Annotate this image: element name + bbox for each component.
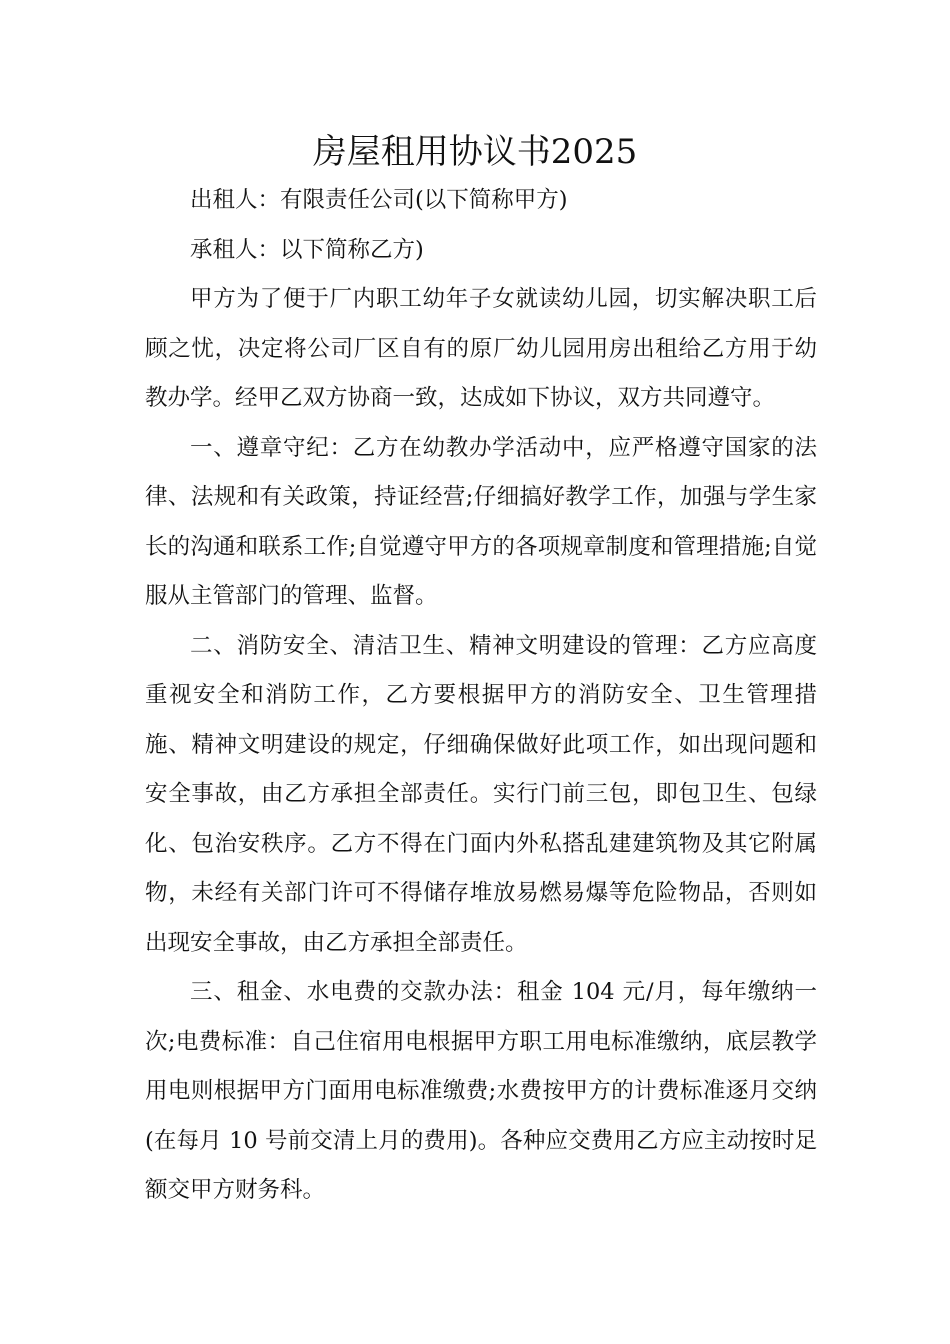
clause-3-paragraph: 三、租金、水电费的交款办法：租金 104 元/月，每年缴纳一次;电费标准：自己住宿用电根据甲方职工用电标准缴纳，底层教学用电则根据甲方门面用电标准缴费;水费按甲方的计费标准逐月交纳(在每月 10 号前交清上月的费用)。各种应交费用乙方应主动按时足额交甲方财务科。: [145, 979, 817, 1203]
lessee-line: 承租人：以下简称乙方): [190, 236, 424, 263]
clause-2-paragraph: 二、消防安全、清洁卫生、精神文明建设的管理：乙方应高度重视安全和消防工作，乙方要根据甲方的消防安全、卫生管理措施、精神文明建设的规定，仔细确保做好此项工作，如出现问题和安全事故，由乙方承担全部责任。实行门前三包，即包卫生、包绿化、包治安秩序。乙方不得在门面内外私搭乱建建筑物及其它附属物，未经有关部门许可不得储存堆放易燃易爆等危险物品，否则如出现安全事故，由乙方承担全部责任。: [145, 632, 817, 956]
lessor-line: 出租人：有限责任公司(以下简称甲方): [190, 187, 568, 213]
document-title: 房屋租用协议书2025: [312, 132, 638, 172]
clause-1-paragraph: 一、遵章守纪：乙方在幼教办学活动中，应严格遵守国家的法律、法规和有关政策，持证经营;仔细搞好教学工作，加强与学生家长的沟通和联系工作;自觉遵守甲方的各项规章制度和管理措施;自觉服从主管部门的管理、监督。: [145, 434, 817, 609]
document-body: [145, 176, 817, 1216]
preamble-paragraph: 甲方为了便于厂内职工幼年子女就读幼儿园，切实解决职工后顾之忧，决定将公司厂区自有的原厂幼儿园用房出租给乙方用于幼教办学。经甲乙双方协商一致，达成如下协议，双方共同遵守。: [145, 286, 817, 411]
